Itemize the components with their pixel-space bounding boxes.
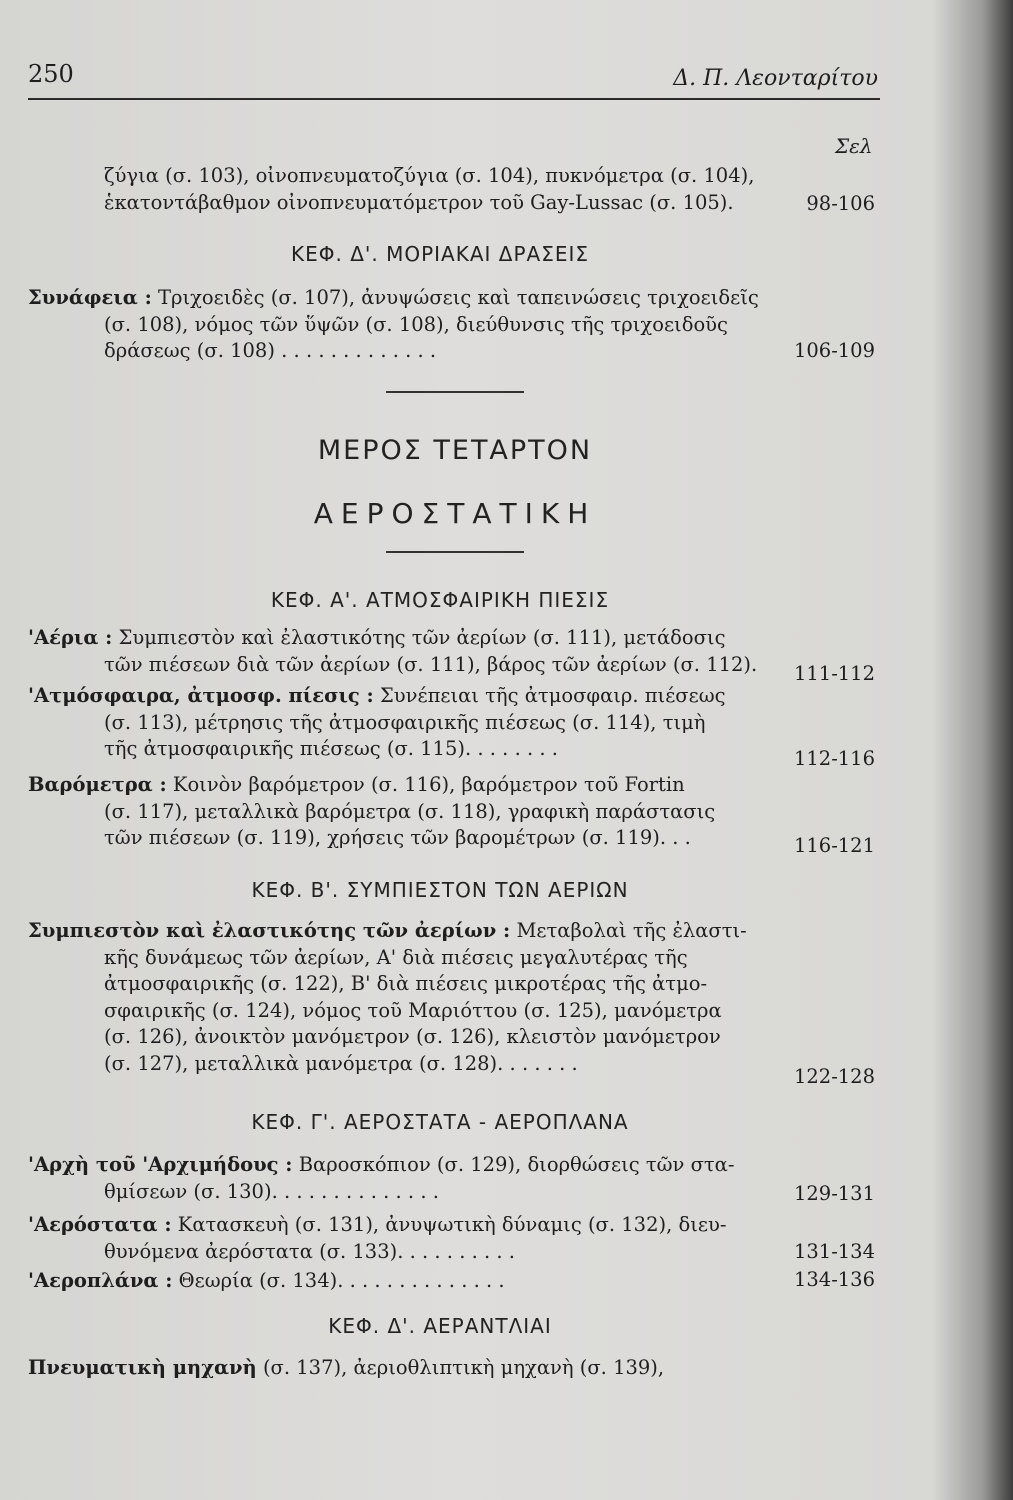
entry-term: 'Αρχὴ τοῦ 'Αρχιμήδους : bbox=[28, 1153, 293, 1176]
entry-line: ζύγια (σ. 103), οἰνοπνευματοζύγια (σ. 104), πυκνόμετρα (σ. 104), bbox=[104, 164, 755, 187]
entry-text: Συμπιεστὸν καὶ ἐλαστικότης τῶν ἀερίων (σ. 111), μετάδοσις bbox=[118, 626, 726, 649]
header-rule bbox=[28, 98, 880, 100]
entry-line: κῆς δυνάμεως τῶν ἀερίων, Α' διὰ πιέσεις μεγαλυτέρας τῆς bbox=[104, 945, 688, 969]
toc-entry-continued bbox=[28, 163, 768, 216]
entry-text: Συνέπειαι τῆς ἀτμοσφαιρ. πιέσεως bbox=[379, 684, 726, 707]
entry-line: (σ. 126), ἀνοικτὸν μανόμετρον (σ. 126), κλειστὸν μανόμετρον bbox=[104, 1025, 721, 1048]
page-range: 111-112 bbox=[793, 662, 875, 685]
chapter-heading: ΚΕΦ. Β'. ΣΥΜΠΙΕΣΤΟΝ ΤΩΝ ΑΕΡΙΩΝ bbox=[251, 878, 629, 902]
section-divider bbox=[386, 551, 524, 553]
pages-column-heading: Σελ bbox=[835, 134, 873, 158]
page-range: 131-134 bbox=[793, 1240, 875, 1263]
entry-term: Συνάφεια : bbox=[28, 286, 152, 309]
entry-line: θμίσεων (σ. 130). . . . . . . . . . . . . . bbox=[104, 1179, 439, 1203]
toc-entry-atmosfaira bbox=[28, 683, 768, 763]
entry-line: (σ. 117), μεταλλικὰ βαρόμετρα (σ. 118), γραφικὴ παράστασις bbox=[104, 799, 716, 823]
entry-line: τῆς ἀτμοσφαιρικῆς πιέσεως (σ. 115). . . . . . . . bbox=[104, 737, 558, 760]
page-range: 112-116 bbox=[793, 747, 875, 770]
chapter-heading: ΚΕΦ. Α'. ΑΤΜΟΣΦΑΙΡΙΚΗ ΠΙΕΣΙΣ bbox=[270, 588, 610, 612]
page-range: 134-136 bbox=[793, 1268, 875, 1291]
entry-term: 'Αερόστατα : bbox=[28, 1213, 172, 1236]
page-range: 98-106 bbox=[806, 192, 875, 215]
chapter-heading: ΚΕΦ. Δ'. ΜΟΡΙΑΚΑΙ ΔΡΑΣΕΙΣ bbox=[290, 242, 590, 266]
page-number: 250 bbox=[28, 60, 74, 88]
entry-text: Κατασκευὴ (σ. 131), ἀνυψωτικὴ δύναμις (σ. 132), διευ- bbox=[177, 1213, 727, 1236]
page-range: 129-131 bbox=[793, 1182, 875, 1205]
toc-entry-synafeia bbox=[28, 285, 768, 365]
entry-term: Βαρόμετρα : bbox=[28, 773, 167, 796]
entry-line: τῶν πιέσεων διὰ τῶν ἀερίων (σ. 111), βάρος τῶν ἀερίων (σ. 112). bbox=[104, 652, 758, 676]
chapter-heading: ΚΕΦ. Δ'. ΑΕΡΑΝΤΛΙΑΙ bbox=[328, 1314, 552, 1338]
toc-entry-aerostata bbox=[28, 1212, 768, 1265]
entry-text: Μεταβολαὶ τῆς ἐλαστι- bbox=[516, 919, 747, 942]
entry-line: (σ. 127), μεταλλικὰ μανόμετρα (σ. 128). . . . . . . bbox=[104, 1051, 578, 1075]
entry-line: θυνόμενα ἀερόστατα (σ. 133). . . . . . . . . . bbox=[104, 1239, 515, 1263]
entry-term: 'Αέρια : bbox=[28, 626, 113, 649]
toc-entry-pneumatiki bbox=[28, 1355, 768, 1382]
entry-line: (σ. 108), νόμος τῶν ὕψῶν (σ. 108), διεύθυνσις τῆς τριχοειδοῦς bbox=[104, 312, 728, 336]
entry-term: Πνευματικὴ μηχανὴ bbox=[28, 1356, 257, 1379]
entry-text: Βαροσκόπιον (σ. 129), διορθώσεις τῶν στα- bbox=[298, 1153, 735, 1176]
entry-text: Κοινὸν βαρόμετρον (σ. 116), βαρόμετρον τοῦ Fortin bbox=[172, 773, 685, 796]
entry-line: ἀτμοσφαιρικῆς (σ. 122), Β' διὰ πιέσεις μικροτέρας τῆς ἀτμο- bbox=[104, 972, 708, 995]
section-divider bbox=[386, 391, 524, 393]
entry-line: σφαιρικῆς (σ. 124), νόμος τοῦ Μαριόττου (σ. 125), μανόμετρα bbox=[104, 998, 722, 1022]
chapter-heading: ΚΕΦ. Γ'. ΑΕΡΟΣΤΑΤΑ - ΑΕΡΟΠΛΑΝΑ bbox=[251, 1110, 629, 1134]
toc-entry-sympieston bbox=[28, 918, 768, 1077]
entry-line: τῶν πιέσεων (σ. 119), χρήσεις τῶν βαρομέτρων (σ. 119). . . bbox=[104, 826, 691, 849]
toc-entry-aeroplana bbox=[28, 1268, 768, 1295]
page-range: 122-128 bbox=[793, 1065, 875, 1088]
entry-text: Τριχοειδὲς (σ. 107), ἀνυψώσεις καὶ ταπεινώσεις τριχοειδεῖς bbox=[157, 286, 759, 309]
section-title: ΑΕΡΟΣΤΑΤΙΚΗ bbox=[313, 497, 597, 530]
page-range: 116-121 bbox=[793, 834, 875, 857]
part-title: ΜΕΡΟΣ ΤΕΤΑΡΤΟΝ bbox=[317, 435, 593, 466]
entry-text: (σ. 137), ἀεριοθλιπτικὴ μηχανὴ (σ. 139), bbox=[262, 1356, 665, 1379]
entry-line: δράσεως (σ. 108) . . . . . . . . . . . . . bbox=[104, 339, 437, 362]
toc-entry-aeria bbox=[28, 625, 768, 678]
page-range: 106-109 bbox=[793, 339, 875, 362]
toc-entry-arxi bbox=[28, 1152, 768, 1205]
entry-text: Θεωρία (σ. 134). . . . . . . . . . . . . . bbox=[178, 1269, 505, 1292]
entry-term: Συμπιεστὸν καὶ ἐλαστικότης τῶν ἀερίων : bbox=[28, 919, 511, 942]
entry-line: ἑκατοντάβαθμον οἰνοπνευματόμετρον τοῦ Gay-Lussac (σ. 105). bbox=[104, 190, 734, 214]
entry-line: (σ. 113), μέτρησις τῆς ἀτμοσφαιρικῆς πιέσεως (σ. 114), τιμὴ bbox=[104, 710, 706, 734]
running-head-author: Δ. Π. Λεονταρίτου bbox=[673, 66, 878, 91]
toc-entry-barometra bbox=[28, 772, 768, 852]
entry-term: 'Ατμόσφαιρα, ἀτμοσφ. πίεσις : bbox=[28, 684, 374, 707]
entry-term: 'Αεροπλάνα : bbox=[28, 1269, 173, 1292]
